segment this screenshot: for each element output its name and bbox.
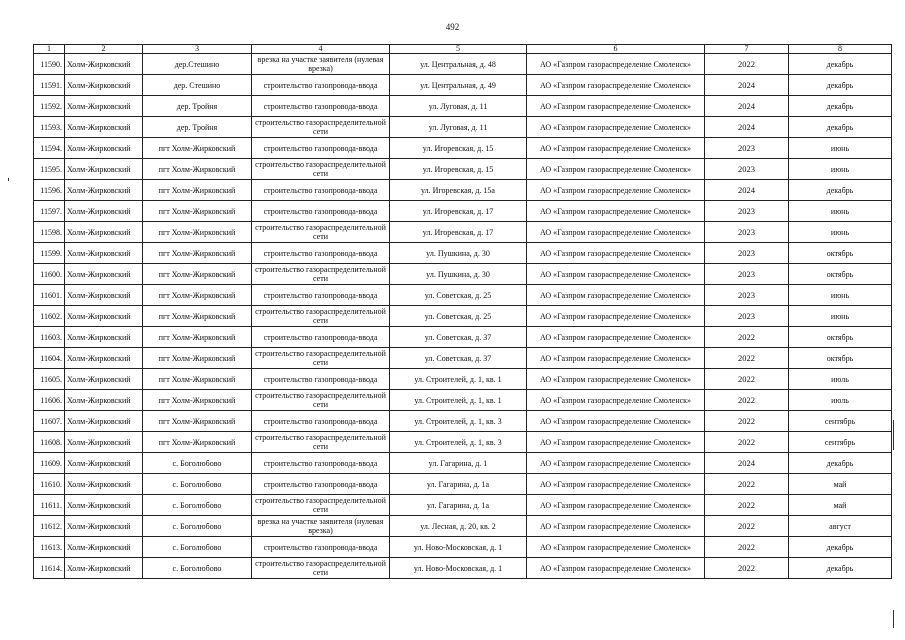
organization-cell: АО «Газпром газораспределение Смоленск»	[527, 201, 705, 222]
work-type-cell: строительство газораспределительной сети	[252, 432, 390, 453]
row-number: 11590.	[34, 54, 65, 75]
table-row	[34, 495, 892, 516]
row-number: 11597.	[34, 201, 65, 222]
district-cell: Холм-Жирковский	[65, 495, 143, 516]
table-row	[34, 432, 892, 453]
settlement-cell: пгт Холм-Жирковский	[143, 390, 252, 411]
district-cell: Холм-Жирковский	[65, 201, 143, 222]
work-type-cell: строительство газопровода-ввода	[252, 75, 390, 96]
settlement-cell: с. Боголюбово	[143, 537, 252, 558]
column-header: 7	[705, 45, 789, 54]
settlement-cell: дер.Стешино	[143, 54, 252, 75]
organization-cell: АО «Газпром газораспределение Смоленск»	[527, 432, 705, 453]
row-number: 11600.	[34, 264, 65, 285]
address-cell: ул. Игоревская, д. 17	[390, 222, 527, 243]
work-type-cell: строительство газопровода-ввода	[252, 474, 390, 495]
settlement-cell: с. Боголюбово	[143, 516, 252, 537]
year-cell: 2022	[705, 495, 789, 516]
year-cell: 2024	[705, 96, 789, 117]
address-cell: ул. Игоревская, д. 17	[390, 201, 527, 222]
column-header: 8	[789, 45, 892, 54]
month-cell: июнь	[789, 222, 892, 243]
year-cell: 2022	[705, 474, 789, 495]
month-cell: декабрь	[789, 117, 892, 138]
year-cell: 2023	[705, 243, 789, 264]
organization-cell: АО «Газпром газораспределение Смоленск»	[527, 54, 705, 75]
column-header: 4	[252, 45, 390, 54]
organization-cell: АО «Газпром газораспределение Смоленск»	[527, 159, 705, 180]
district-cell: Холм-Жирковский	[65, 369, 143, 390]
district-cell: Холм-Жирковский	[65, 264, 143, 285]
year-cell: 2023	[705, 285, 789, 306]
table-row	[34, 138, 892, 159]
year-cell: 2022	[705, 411, 789, 432]
organization-cell: АО «Газпром газораспределение Смоленск»	[527, 411, 705, 432]
address-cell: ул. Пушкина, д. 30	[390, 243, 527, 264]
work-type-cell: строительство газопровода-ввода	[252, 180, 390, 201]
table-row	[34, 537, 892, 558]
settlement-cell: пгт Холм-Жирковский	[143, 369, 252, 390]
address-cell: ул. Луговая, д. 11	[390, 96, 527, 117]
row-number: 11613.	[34, 537, 65, 558]
row-number: 11595.	[34, 159, 65, 180]
settlement-cell: с. Боголюбово	[143, 474, 252, 495]
work-type-cell: строительство газораспределительной сети	[252, 222, 390, 243]
row-number: 11594.	[34, 138, 65, 159]
organization-cell: АО «Газпром газораспределение Смоленск»	[527, 390, 705, 411]
year-cell: 2022	[705, 558, 789, 579]
settlement-cell: пгт Холм-Жирковский	[143, 411, 252, 432]
column-header: 3	[143, 45, 252, 54]
month-cell: октябрь	[789, 348, 892, 369]
organization-cell: АО «Газпром газораспределение Смоленск»	[527, 474, 705, 495]
table-row	[34, 243, 892, 264]
organization-cell: АО «Газпром газораспределение Смоленск»	[527, 453, 705, 474]
year-cell: 2022	[705, 432, 789, 453]
organization-cell: АО «Газпром газораспределение Смоленск»	[527, 138, 705, 159]
address-cell: ул. Центральная, д. 48	[390, 54, 527, 75]
year-cell: 2023	[705, 264, 789, 285]
work-type-cell: строительство газопровода-ввода	[252, 201, 390, 222]
row-number: 11606.	[34, 390, 65, 411]
month-cell: сентябрь	[789, 411, 892, 432]
year-cell: 2024	[705, 453, 789, 474]
row-number: 11596.	[34, 180, 65, 201]
month-cell: декабрь	[789, 54, 892, 75]
row-number: 11609.	[34, 453, 65, 474]
row-number: 11591.	[34, 75, 65, 96]
table-row	[34, 348, 892, 369]
year-cell: 2023	[705, 201, 789, 222]
district-cell: Холм-Жирковский	[65, 537, 143, 558]
year-cell: 2022	[705, 327, 789, 348]
address-cell: ул. Центральная, д. 49	[390, 75, 527, 96]
address-cell: ул. Игоревская, д. 15	[390, 159, 527, 180]
month-cell: май	[789, 495, 892, 516]
month-cell: июль	[789, 369, 892, 390]
organization-cell: АО «Газпром газораспределение Смоленск»	[527, 222, 705, 243]
district-cell: Холм-Жирковский	[65, 453, 143, 474]
scan-artifact	[893, 420, 894, 450]
year-cell: 2022	[705, 516, 789, 537]
address-cell: ул. Луговая, д. 11	[390, 117, 527, 138]
settlement-cell: пгт Холм-Жирковский	[143, 138, 252, 159]
organization-cell: АО «Газпром газораспределение Смоленск»	[527, 327, 705, 348]
settlement-cell: с. Боголюбово	[143, 453, 252, 474]
district-cell: Холм-Жирковский	[65, 432, 143, 453]
settlement-cell: пгт Холм-Жирковский	[143, 348, 252, 369]
table-row	[34, 54, 892, 75]
row-number: 11611.	[34, 495, 65, 516]
district-cell: Холм-Жирковский	[65, 558, 143, 579]
row-number: 11593.	[34, 117, 65, 138]
address-cell: ул. Советская, д. 25	[390, 306, 527, 327]
address-cell: ул. Строителей, д. 1, кв. 3	[390, 432, 527, 453]
address-cell: ул. Строителей, д. 1, кв. 1	[390, 390, 527, 411]
work-type-cell: строительство газопровода-ввода	[252, 96, 390, 117]
scan-artifact	[893, 610, 894, 628]
year-cell: 2024	[705, 180, 789, 201]
address-cell: ул. Строителей, д. 1, кв. 1	[390, 369, 527, 390]
work-type-cell: строительство газораспределительной сети	[252, 558, 390, 579]
settlement-cell: пгт Холм-Жирковский	[143, 285, 252, 306]
address-cell: ул. Советская, д. 37	[390, 348, 527, 369]
month-cell: сентябрь	[789, 432, 892, 453]
month-cell: декабрь	[789, 453, 892, 474]
settlement-cell: пгт Холм-Жирковский	[143, 222, 252, 243]
row-number: 11604.	[34, 348, 65, 369]
work-type-cell: строительство газопровода-ввода	[252, 243, 390, 264]
work-type-cell: строительство газопровода-ввода	[252, 138, 390, 159]
settlement-cell: с. Боголюбово	[143, 558, 252, 579]
organization-cell: АО «Газпром газораспределение Смоленск»	[527, 537, 705, 558]
row-number: 11601.	[34, 285, 65, 306]
district-cell: Холм-Жирковский	[65, 348, 143, 369]
table-row	[34, 558, 892, 579]
row-number: 11598.	[34, 222, 65, 243]
table-row	[34, 474, 892, 495]
district-cell: Холм-Жирковский	[65, 96, 143, 117]
row-number: 11614.	[34, 558, 65, 579]
year-cell: 2022	[705, 390, 789, 411]
organization-cell: АО «Газпром газораспределение Смоленск»	[527, 285, 705, 306]
row-number: 11599.	[34, 243, 65, 264]
month-cell: июнь	[789, 285, 892, 306]
table-row	[34, 180, 892, 201]
address-cell: ул. Игоревская, д. 15а	[390, 180, 527, 201]
year-cell: 2023	[705, 222, 789, 243]
settlement-cell: дер. Тройня	[143, 96, 252, 117]
settlement-cell: с. Боголюбово	[143, 495, 252, 516]
table-row	[34, 306, 892, 327]
address-cell: ул. Гагарина, д. 1	[390, 453, 527, 474]
district-cell: Холм-Жирковский	[65, 180, 143, 201]
row-number: 11612.	[34, 516, 65, 537]
month-cell: декабрь	[789, 75, 892, 96]
district-cell: Холм-Жирковский	[65, 75, 143, 96]
month-cell: май	[789, 474, 892, 495]
row-number: 11607.	[34, 411, 65, 432]
organization-cell: АО «Газпром газораспределение Смоленск»	[527, 495, 705, 516]
settlement-cell: пгт Холм-Жирковский	[143, 159, 252, 180]
organization-cell: АО «Газпром газораспределение Смоленск»	[527, 306, 705, 327]
column-header: 2	[65, 45, 143, 54]
work-type-cell: строительство газораспределительной сети	[252, 159, 390, 180]
district-cell: Холм-Жирковский	[65, 390, 143, 411]
settlement-cell: пгт Холм-Жирковский	[143, 243, 252, 264]
row-number: 11610.	[34, 474, 65, 495]
table-row	[34, 411, 892, 432]
table-row	[34, 390, 892, 411]
work-type-cell: строительство газораспределительной сети	[252, 390, 390, 411]
address-cell: ул. Ново-Московская, д. 1	[390, 537, 527, 558]
work-type-cell: строительство газораспределительной сети	[252, 348, 390, 369]
year-cell: 2022	[705, 369, 789, 390]
work-type-cell: строительство газопровода-ввода	[252, 411, 390, 432]
table-row	[34, 285, 892, 306]
settlement-cell: пгт Холм-Жирковский	[143, 264, 252, 285]
year-cell: 2023	[705, 159, 789, 180]
year-cell: 2022	[705, 537, 789, 558]
table-row	[34, 369, 892, 390]
district-cell: Холм-Жирковский	[65, 54, 143, 75]
district-cell: Холм-Жирковский	[65, 138, 143, 159]
work-type-cell: строительство газораспределительной сети	[252, 117, 390, 138]
year-cell: 2023	[705, 306, 789, 327]
district-cell: Холм-Жирковский	[65, 159, 143, 180]
organization-cell: АО «Газпром газораспределение Смоленск»	[527, 369, 705, 390]
table-row	[34, 117, 892, 138]
table-row	[34, 96, 892, 117]
organization-cell: АО «Газпром газораспределение Смоленск»	[527, 117, 705, 138]
month-cell: июнь	[789, 159, 892, 180]
column-header: 5	[390, 45, 527, 54]
address-cell: ул. Лесная, д. 20, кв. 2	[390, 516, 527, 537]
address-cell: ул. Игоревская, д. 15	[390, 138, 527, 159]
work-type-cell: строительство газораспределительной сети	[252, 495, 390, 516]
organization-cell: АО «Газпром газораспределение Смоленск»	[527, 558, 705, 579]
column-header: 1	[34, 45, 65, 54]
column-header: 6	[527, 45, 705, 54]
gasification-table	[33, 44, 892, 579]
work-type-cell: строительство газораспределительной сети	[252, 264, 390, 285]
organization-cell: АО «Газпром газораспределение Смоленск»	[527, 180, 705, 201]
work-type-cell: строительство газопровода-ввода	[252, 369, 390, 390]
header-row	[34, 45, 892, 54]
organization-cell: АО «Газпром газораспределение Смоленск»	[527, 348, 705, 369]
district-cell: Холм-Жирковский	[65, 285, 143, 306]
settlement-cell: дер. Стешино	[143, 75, 252, 96]
row-number: 11592.	[34, 96, 65, 117]
settlement-cell: дер. Тройня	[143, 117, 252, 138]
settlement-cell: пгт Холм-Жирковский	[143, 201, 252, 222]
year-cell: 2023	[705, 138, 789, 159]
month-cell: июнь	[789, 306, 892, 327]
organization-cell: АО «Газпром газораспределение Смоленск»	[527, 516, 705, 537]
settlement-cell: пгт Холм-Жирковский	[143, 432, 252, 453]
year-cell: 2022	[705, 54, 789, 75]
table-row	[34, 222, 892, 243]
organization-cell: АО «Газпром газораспределение Смоленск»	[527, 243, 705, 264]
address-cell: ул. Ново-Московская, д. 1	[390, 558, 527, 579]
year-cell: 2024	[705, 117, 789, 138]
month-cell: октябрь	[789, 243, 892, 264]
settlement-cell: пгт Холм-Жирковский	[143, 180, 252, 201]
address-cell: ул. Гагарина, д. 1а	[390, 495, 527, 516]
address-cell: ул. Советская, д. 25	[390, 285, 527, 306]
table-row	[34, 264, 892, 285]
organization-cell: АО «Газпром газораспределение Смоленск»	[527, 96, 705, 117]
month-cell: декабрь	[789, 537, 892, 558]
table-row	[34, 159, 892, 180]
district-cell: Холм-Жирковский	[65, 474, 143, 495]
organization-cell: АО «Газпром газораспределение Смоленск»	[527, 264, 705, 285]
work-type-cell: врезка на участке заявителя (нулевая врезка)	[252, 54, 390, 75]
table-row	[34, 516, 892, 537]
work-type-cell: врезка на участке заявителя (нулевая врезка)	[252, 516, 390, 537]
work-type-cell: строительство газопровода-ввода	[252, 327, 390, 348]
row-number: 11602.	[34, 306, 65, 327]
district-cell: Холм-Жирковский	[65, 243, 143, 264]
settlement-cell: пгт Холм-Жирковский	[143, 327, 252, 348]
district-cell: Холм-Жирковский	[65, 516, 143, 537]
work-type-cell: строительство газопровода-ввода	[252, 453, 390, 474]
month-cell: июль	[789, 390, 892, 411]
table-row	[34, 453, 892, 474]
month-cell: октябрь	[789, 327, 892, 348]
year-cell: 2022	[705, 348, 789, 369]
organization-cell: АО «Газпром газораспределение Смоленск»	[527, 75, 705, 96]
address-cell: ул. Пушкина, д. 30	[390, 264, 527, 285]
row-number: 11603.	[34, 327, 65, 348]
scan-artifact	[8, 178, 9, 181]
row-number: 11608.	[34, 432, 65, 453]
month-cell: август	[789, 516, 892, 537]
work-type-cell: строительство газопровода-ввода	[252, 537, 390, 558]
row-number: 11605.	[34, 369, 65, 390]
address-cell: ул. Гагарина, д. 1а	[390, 474, 527, 495]
table-row	[34, 75, 892, 96]
district-cell: Холм-Жирковский	[65, 117, 143, 138]
district-cell: Холм-Жирковский	[65, 327, 143, 348]
settlement-cell: пгт Холм-Жирковский	[143, 306, 252, 327]
month-cell: июнь	[789, 138, 892, 159]
page-number: 492	[445, 22, 460, 32]
month-cell: октябрь	[789, 264, 892, 285]
month-cell: декабрь	[789, 558, 892, 579]
district-cell: Холм-Жирковский	[65, 306, 143, 327]
address-cell: ул. Советская, д. 37	[390, 327, 527, 348]
address-cell: ул. Строителей, д. 1, кв. 3	[390, 411, 527, 432]
table-row	[34, 327, 892, 348]
month-cell: декабрь	[789, 96, 892, 117]
year-cell: 2024	[705, 75, 789, 96]
month-cell: июнь	[789, 201, 892, 222]
district-cell: Холм-Жирковский	[65, 411, 143, 432]
work-type-cell: строительство газораспределительной сети	[252, 306, 390, 327]
table-row	[34, 201, 892, 222]
month-cell: декабрь	[789, 180, 892, 201]
work-type-cell: строительство газопровода-ввода	[252, 285, 390, 306]
district-cell: Холм-Жирковский	[65, 222, 143, 243]
